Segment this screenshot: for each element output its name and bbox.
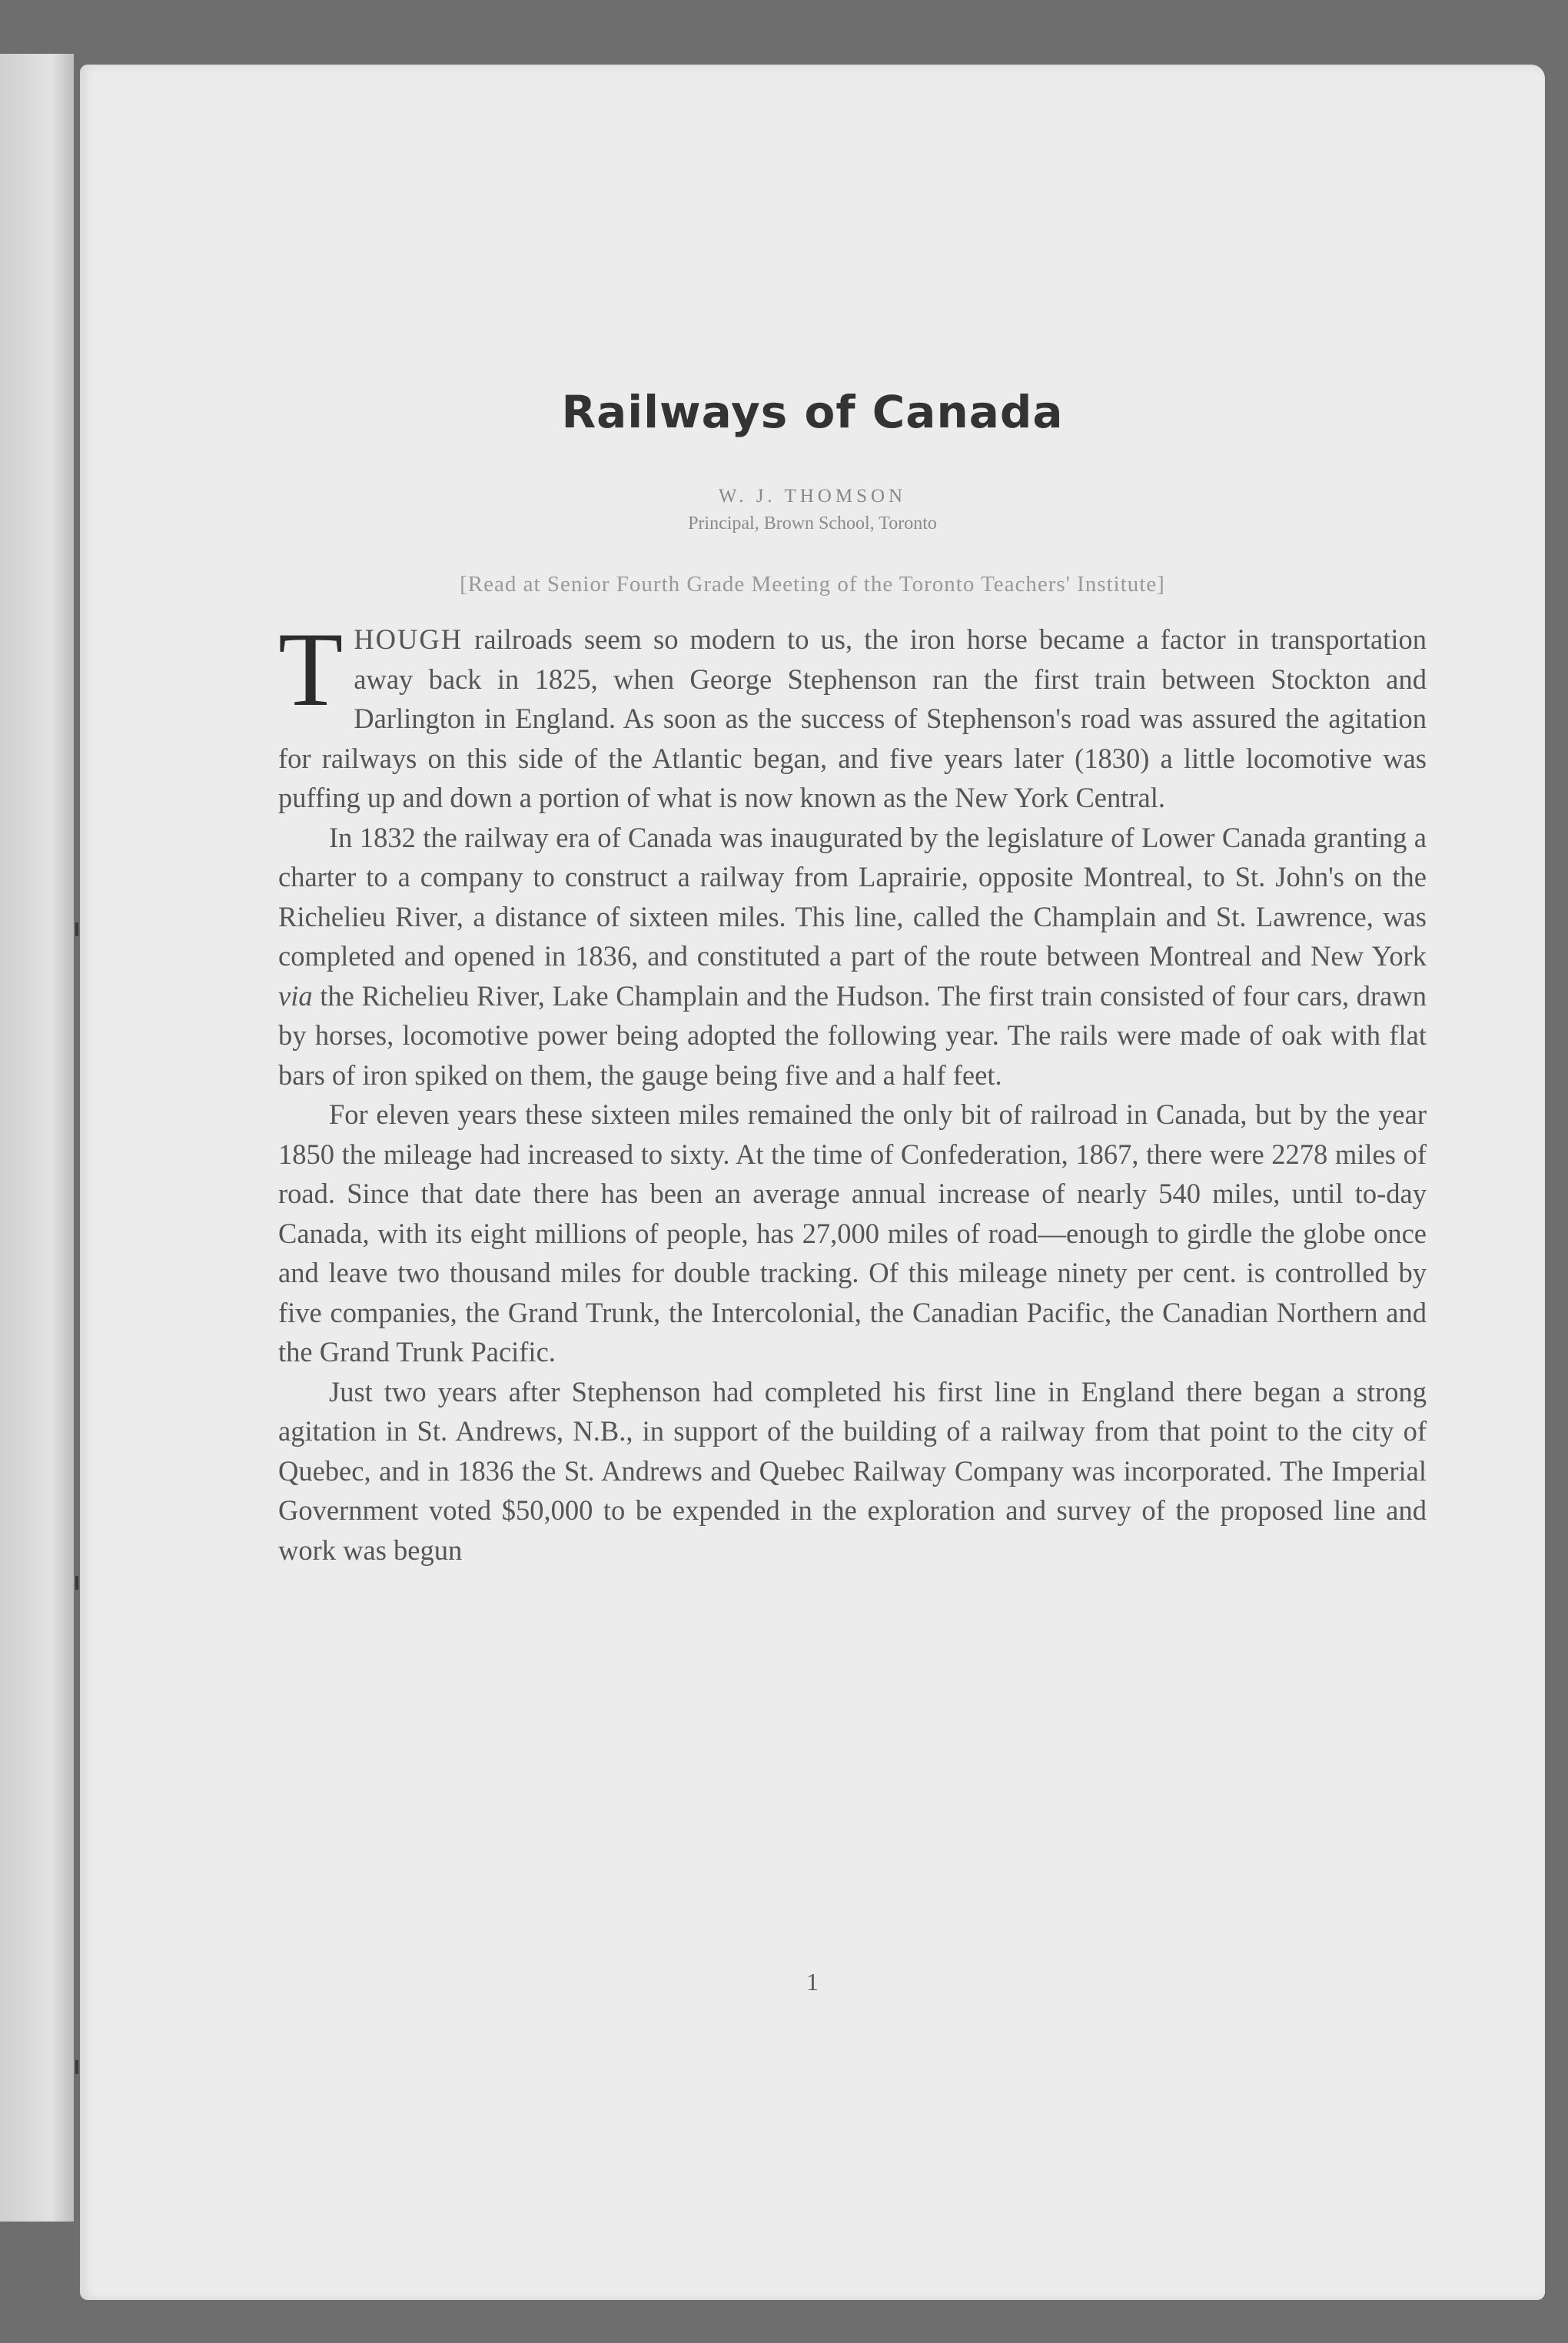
author-name: W. J. THOMSON [718, 486, 907, 507]
paragraph-1 [278, 610, 1427, 818]
lead-word: HOUGH [354, 623, 463, 655]
paragraph-2 [278, 818, 1427, 1095]
paragraph-1-text: railroads seem so modern to us, the iron horse became a factor in transportation away back in 1825, when George Stephenson ran the first train between Stockton and Darlington in England. As soon as the success of Stephenson's road was assured the agitation for railways on this side of the Atlantic began, and five years later (1830) a little locomotive was puffing up and down a portion of what is now known as the New York Central. [278, 623, 1427, 813]
drop-cap: T [278, 610, 344, 728]
binding-mark [75, 2060, 78, 2074]
paragraph-4: Just two years after Stephenson had completed his first line in England there began a strong agitation in St. Andrews, N.B., in support of the building of a railway from that point to the city of Quebec, and in 1836 the St. Andrews and Quebec Railway Company was incorporated. The Imperial Government voted $50,000 to be expended in the exploration and survey of the proposed line and work was begun [278, 1375, 1427, 1566]
italic-word: via [278, 979, 313, 1012]
previous-page-edge [0, 54, 74, 2222]
binding-mark [75, 922, 78, 936]
article-body [278, 610, 1427, 1570]
presentation-note: [Read at Senior Fourth Grade Meeting of the Toronto Teachers' Institute] [460, 572, 1165, 597]
article-title: Railways of Canada [561, 386, 1064, 438]
author-affiliation: Principal, Brown School, Toronto [688, 513, 937, 533]
binding-mark [75, 1576, 78, 1590]
paragraph-2-text-before: In 1832 the railway era of Canada was inaugurated by the legislature of Lower Canada granting a charter to a company to construct a railway from Laprairie, opposite Montreal, to St. John's on the Richelieu River, a distance of sixteen miles. This line, called the Champlain and St. Lawrence, was completed and opened in 1836, and constituted a part of the route between Montreal and New York [278, 821, 1427, 972]
page-number: 1 [806, 1968, 819, 1996]
paragraph-3: For eleven years these sixteen miles remained the only bit of railroad in Canada, but by the year 1850 the mileage had increased to sixty. At the time of Confederation, 1867, there were 2278 miles of road. Since that date there has been an average annual increase of nearly 540 miles, until to-day Canada, with its eight millions of people, has 27,000 miles of road—enough to girdle the globe once and leave two thousand miles for double tracking. Of this mileage ninety per cent. is controlled by five companies, the Grand Trunk, the Intercolonial, the Canadian Pacific, the Canadian Northern and the Grand Trunk Pacific. [278, 1098, 1427, 1368]
document-page [80, 65, 1545, 2300]
paragraph-2-text-after: the Richelieu River, Lake Champlain and the Hudson. The first train consisted of four cars, drawn by horses, locomotive power being adopted the following year. The rails were made of oak with flat bars of iron spiked on them, the gauge being five and a half feet. [278, 979, 1427, 1091]
